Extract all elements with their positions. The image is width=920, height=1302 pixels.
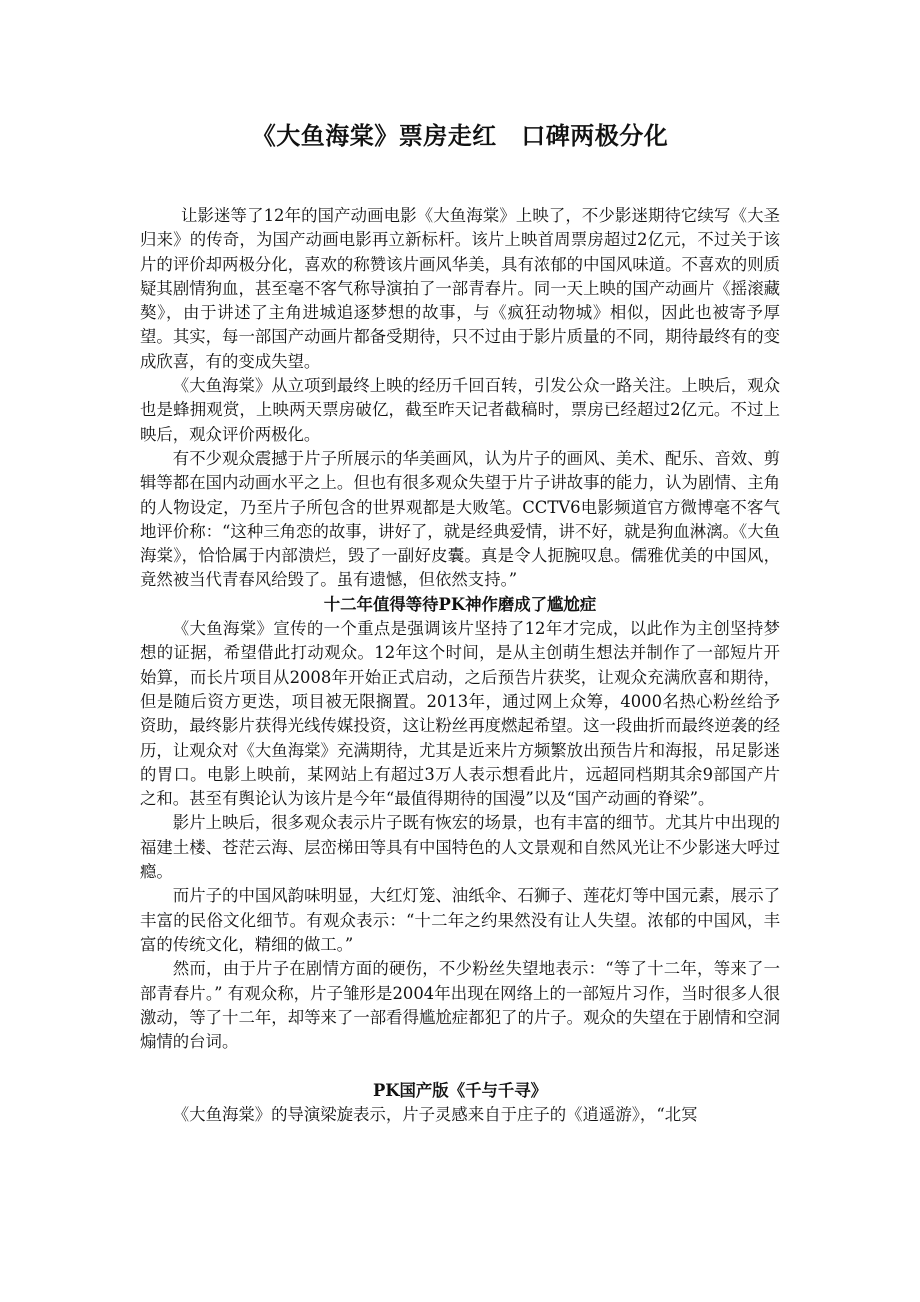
paragraph: 《大鱼海棠》宣传的一个重点是强调该片坚持了12年才完成，以此作为主创坚持梦想的证据，希望借此打动观众。12年这个时间，是从主创萌生想法并制作了一部短片开始算，而长片项目从2008年开始正式启动，之后预告片获奖，让观众充满欣喜和期待，但是随后资方更迭，项目被无限搁置。2013年，通过网上众筹，4000名热心粉丝给予资助，最终影片获得光线传媒投资，这让粉丝再度燃起希望。这一段曲折而最终逆袭的经历，让观众对《大鱼海棠》充满期待，尤其是近来片方频繁放出预告片和海报，吊足影迷的胃口。电影上映前，某网站上有超过3万人表示想看此片，远超同档期其余9部国产片之和。甚至有舆论认为该片是今年“最值得期待的国漫”以及“国产动画的脊梁”。 [140,619,780,809]
paragraph: 而片子的中国风韵味明显，大红灯笼、油纸伞、石狮子、莲花灯等中国元素，展示了丰富的民俗文化细节。有观众表示：“十二年之约果然没有让人失望。浓郁的中国风，丰富的传统文化，精细的做工。” [140,886,780,954]
article-title: 《大鱼海棠》票房走红 口碑两极分化 [251,122,669,150]
section-heading: 十二年值得等待PK神作磨成了尴尬症 [323,594,597,614]
paragraph-intro: 让影迷等了12年的国产动画电影《大鱼海棠》上映了，不少影迷期待它续写《大圣归来》的传奇，为国产动画电影再立新标杆。该片上映首周票房超过2亿元，不过关于该片的评价却两极分化，喜欢的称赞该片画风华美，具有浓郁的中国风味道。不喜欢的则质疑其剧情狗血，甚至毫不客气称导演拍了一部青春片。同一天上映的国产动画片《摇滚藏獒》，由于讲述了主角进城追逐梦想的故事，与《疯狂动物城》相似，因此也被寄予厚望。其实，每一部国产动画片都备受期待，只不过由于影片质量的不同，期待最终有的变成欣喜，有的变成失望。 [140,206,780,371]
section-heading: PK国产版《千与千寻》 [372,1080,548,1100]
paragraph: 有不少观众震撼于片子所展示的华美画风，认为片子的画风、美术、配乐、音效、剪辑等都在国内动画水平之上。但也有很多观众失望于片子讲故事的能力，认为剧情、主角的人物设定，乃至片子所包含的世界观都是大败笔。CCTV6电影频道官方微博毫不客气地评价称：“这种三角恋的故事，讲好了，就是经典爱情，讲不好，就是狗血淋漓。《大鱼海棠》，恰恰属于内部溃烂，毁了一副好皮囊。真是令人扼腕叹息。儒雅优美的中国风，竟然被当代青春风给毁了。虽有遗憾，但依然支持。” [140,448,780,590]
paragraph: 《大鱼海棠》从立项到最终上映的经历千回百转，引发公众一路关注。上映后，观众也是蜂拥观赏，上映两天票房破亿，截至昨天记者截稿时，票房已经超过2亿元。不过上映后，观众评价两极化。 [140,376,780,444]
paragraph: 然而，由于片子在剧情方面的硬伤，不少粉丝失望地表示：“等了十二年，等来了一部青春片。” 有观众称，片子雏形是2004年出现在网络上的一部短片习作，当时很多人很激动，等了十二年，却等来了一部看得尴尬症都犯了的片子。观众的失望在于剧情和空洞煽情的台词。 [140,959,780,1052]
paragraph: 影片上映后，很多观众表示片子既有恢宏的场景，也有丰富的细节。尤其片中出现的福建土楼、苍茫云海、层峦梯田等具有中国特色的人文景观和自然风光让不少影迷大呼过瘾。 [140,813,780,882]
paragraph: 《大鱼海棠》的导演梁旋表示，片子灵感来自于庄子的《逍遥游》，“北冥 [172,1104,698,1124]
article-body [140,204,780,1127]
